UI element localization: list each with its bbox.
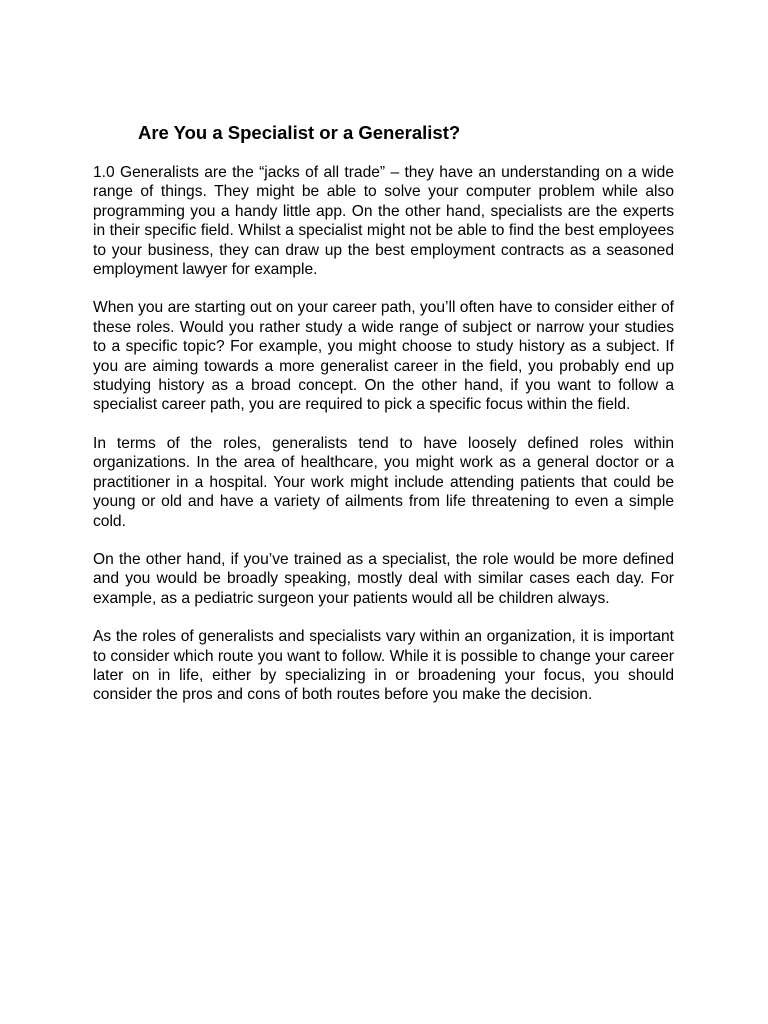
document-body	[93, 163, 674, 724]
paragraph-roles-specialists: On the other hand, if you’ve trained as a specialist, the role would be more defined and you would be broadly speaking, mostly deal with similar cases each day. For example, as a pediatric surgeon your patients would all be children always.	[93, 550, 674, 607]
paragraph-generalists-definition: 1.0 Generalists are the “jacks of all trade” – they have an understanding on a wide range of things. They might be able to solve your computer problem while also programming you a handy little app. On the other hand, specialists are the experts in their specific field. Whilst a specialist might not be able to find the best employees to your business, they can draw up the best employment contracts as a seasoned employment lawyer for example.	[93, 164, 674, 279]
paragraph-roles-generalists: In terms of the roles, generalists tend to have loosely defined roles within organizations. In the area of healthcare, you might work as a general doctor or a practitioner in a hospital. Your work might include attending patients that could be young or old and have a variety of ailments from life threatening to even a simple cold.	[93, 434, 674, 530]
document-title: Are You a Specialist or a Generalist?	[138, 122, 461, 143]
paragraph-career-path: When you are starting out on your career path, you’ll often have to consider either of these roles. Would you rather study a wide range of subject or narrow your studies to a specific topic? For example, you might choose to study history as a subject. If you are aiming towards a more generalist career in the field, you probably end up studying history as a broad concept. On the other hand, if you want to follow a specialist career path, you are required to pick a specific focus within the field.	[93, 299, 674, 414]
paragraph-conclusion: As the roles of generalists and specialists vary within an organization, it is important to consider which route you want to follow. While it is possible to change your career later on in life, either by specializing in or broadening your focus, you should consider the pros and cons of both routes before you make the decision.	[93, 628, 674, 704]
